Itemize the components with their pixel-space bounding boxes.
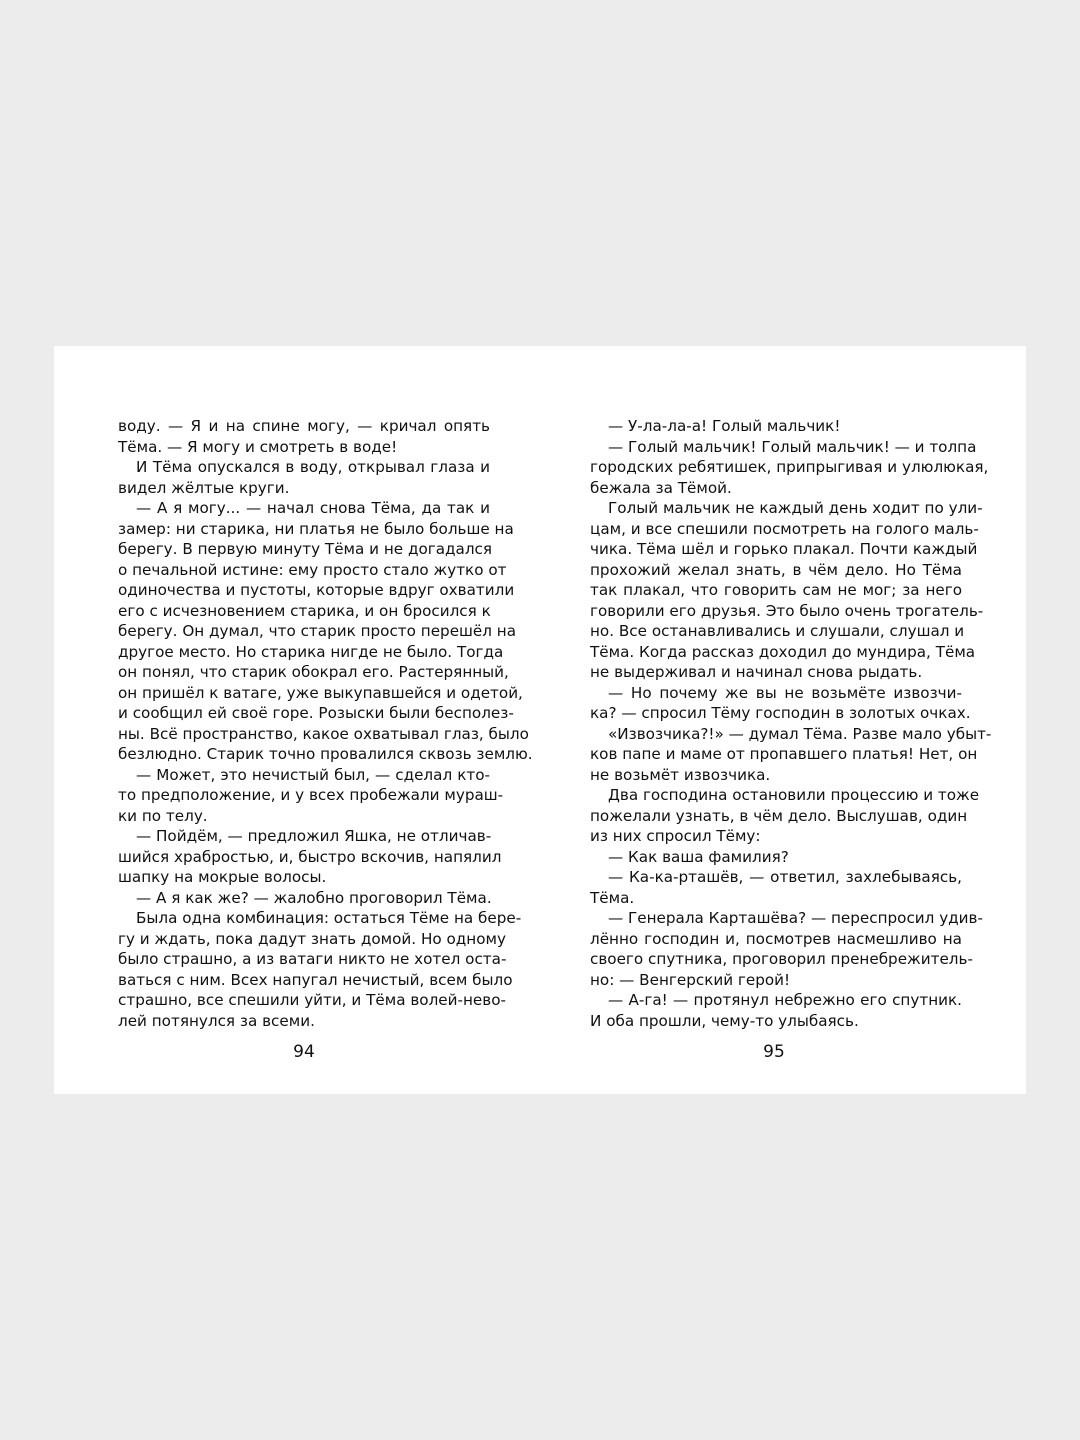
text-line: Тёма. Когда рассказ доходил до мундира, Тёма: [590, 642, 976, 661]
right-page: [590, 416, 992, 1031]
text-line: Два господина остановили процессию и тоже: [608, 786, 980, 804]
text-line: лённо господин и, посмотрев насмешливо на: [590, 929, 962, 948]
text-line: Была одна комбинация: остаться Тёме на бере-: [136, 909, 522, 927]
text-line: было страшно, а из ватаги никто не хотел оста-: [118, 950, 507, 968]
text-line: гу и ждать, пока дадут знать домой. Но одному: [118, 929, 506, 948]
text-line: страшно, все спешили уйти, и Тёма волей-нево-: [118, 991, 506, 1009]
left-page: [118, 416, 533, 1031]
text-line: цам, и все спешили посмотреть на голого маль-: [590, 519, 979, 538]
text-line: шийся храбростью, и, быстро вскочив, напялил: [118, 847, 502, 866]
text-line: своего спутника, проговорил пренебрежитель-: [590, 950, 973, 968]
text-line: — У-ла-ла-а! Голый мальчик!: [608, 417, 841, 435]
text-line: — А-га! — протянул небрежно его спутник.: [608, 991, 962, 1009]
text-line: берегу. Он думал, что старик просто перешёл на: [118, 622, 517, 640]
text-line: но. Все останавливались и слушали, слушал и: [590, 622, 965, 640]
page-number-left: 94: [293, 1042, 315, 1062]
text-line: И оба прошли, чему-то улыбаясь.: [590, 1011, 859, 1030]
page-number-right: 95: [763, 1042, 785, 1062]
text-line: городских ребятишек, припрыгивая и улюлюкая,: [590, 458, 989, 476]
text-line: — А я как же? — жалобно проговорил Тёма.: [136, 888, 492, 907]
text-line: — Как ваша фамилия?: [608, 847, 789, 866]
text-line: он понял, что старик обокрал его. Растерянный,: [118, 663, 509, 681]
text-line: замер: ни старика, ни платья не было больше на: [118, 519, 514, 538]
text-line: пожелали узнать, в чём дело. Выслушав, один: [590, 806, 968, 825]
text-line: одиночества и пустоты, которые вдруг охватили: [118, 581, 515, 599]
text-line: воду. — Я и на спине могу, — кричал опять: [118, 417, 490, 435]
text-line: ваться с ним. Всех напугал нечистый, всем было: [118, 970, 513, 989]
text-line: так плакал, что говорить сам не мог; за него: [590, 581, 962, 599]
text-line: — Пойдём, — предложил Яшка, не отличав-: [136, 827, 492, 845]
text-line: ка? — спросил Тёму господин в золотых очках.: [590, 704, 971, 722]
text-line: — А я могу... — начал снова Тёма, да так и: [136, 499, 490, 517]
text-line: ков папе и маме от пропавшего платья! Нет, он: [590, 745, 978, 763]
text-line: он пришёл к ватаге, уже выкупавшейся и одетой,: [118, 683, 523, 702]
text-line: и сообщил ей своё горе. Розыски были бесполез-: [118, 704, 514, 722]
text-line: то предположение, и у всех пробежали мураш-: [118, 786, 504, 804]
text-line: Голый мальчик не каждый день ходит по ули-: [608, 499, 983, 517]
text-line: чика. Тёма шёл и горько плакал. Почти каждый: [590, 540, 978, 558]
text-line: из них спросил Тёму:: [590, 827, 761, 845]
text-line: бежала за Тёмой.: [590, 478, 732, 497]
book-spread: [54, 346, 1026, 1094]
text-line: шапку на мокрые волосы.: [118, 868, 327, 886]
text-line: — Ка-ка-рташёв, — ответил, захлебываясь,: [608, 868, 962, 886]
text-line: о печальной истине: ему просто стало жутко от: [118, 560, 507, 579]
text-line: — Может, это нечистый был, — сделал кто-: [136, 765, 490, 784]
text-line: — Но почему же вы не возьмёте извозчи-: [608, 683, 962, 702]
text-line: Тёма.: [590, 888, 635, 907]
text-line: И Тёма опускался в воду, открывал глаза и: [136, 458, 490, 476]
text-line: его с исчезновением старика, и он бросился к: [118, 601, 491, 620]
text-line: — Голый мальчик! Голый мальчик! — и толпа: [608, 437, 977, 456]
text-line: прохожий желал знать, в чём дело. Но Тёма: [590, 560, 962, 579]
text-line: берегу. В первую минуту Тёма и не догадался: [118, 540, 493, 558]
text-line: — Генерала Карташёва? — переспросил удив-: [608, 909, 983, 927]
text-line: но: — Венгерский герой!: [590, 970, 791, 989]
text-line: «Извозчика?!» — думал Тёма. Разве мало убыт-: [608, 724, 992, 743]
text-line: говорили его друзья. Это было очень трогатель-: [590, 601, 984, 620]
text-line: видел жёлтые круги.: [118, 478, 290, 497]
text-line: лей потянулся за всеми.: [118, 1011, 315, 1030]
text-line: не возьмёт извозчика.: [590, 765, 771, 784]
text-line: не выдерживал и начинал снова рыдать.: [590, 663, 923, 681]
text-line: другое место. Но старика нигде не было. Тогда: [118, 642, 504, 661]
text-line: Тёма. — Я могу и смотреть в воде!: [118, 437, 398, 456]
text-line: ны. Всё пространство, какое охватывал глаз, было: [118, 724, 529, 743]
text-line: безлюдно. Старик точно провалился сквозь землю.: [118, 745, 533, 763]
text-line: ки по телу.: [118, 806, 208, 825]
